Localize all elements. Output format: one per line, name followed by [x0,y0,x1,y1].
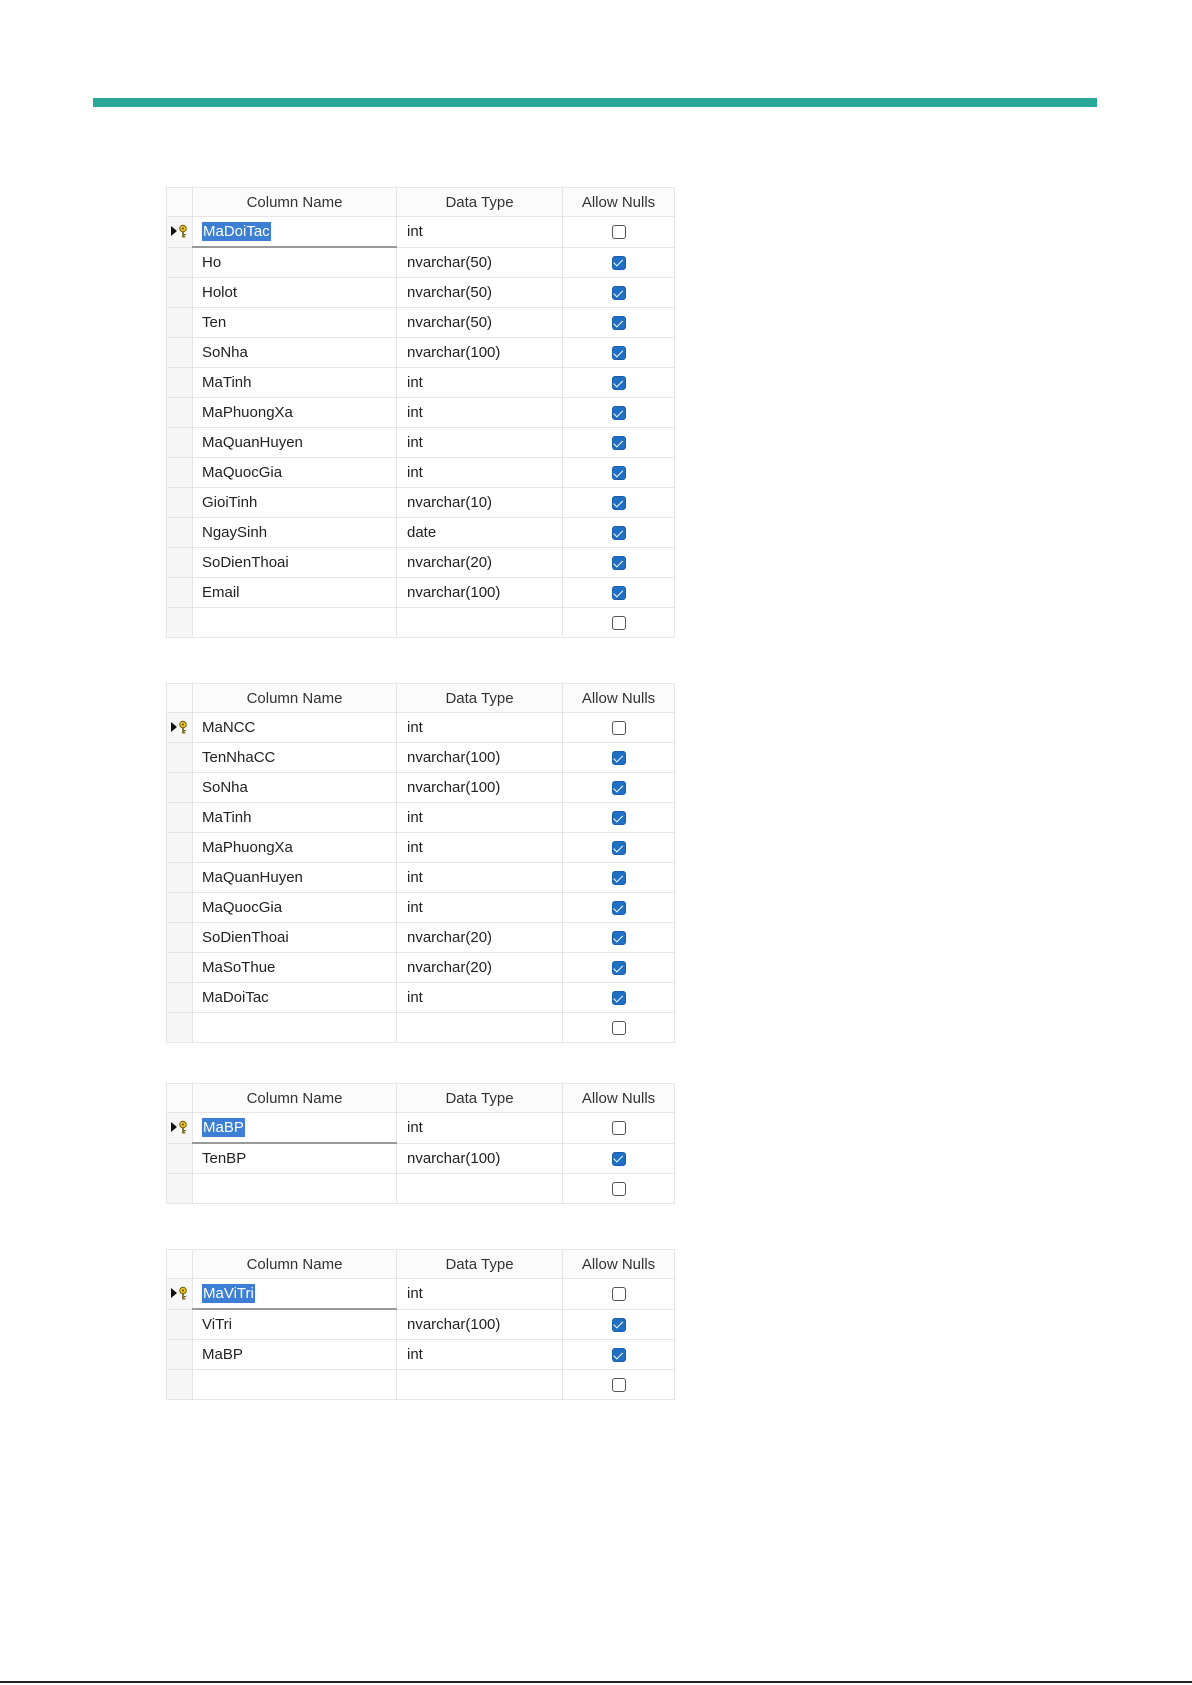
current-row-arrow-icon [171,226,177,236]
column-row[interactable] [167,1279,675,1310]
column-name-header[interactable]: Column Name [193,1250,397,1279]
column-name-header[interactable]: Column Name [193,684,397,713]
column-row[interactable] [167,428,675,458]
data-type-cell[interactable]: int [397,983,563,1013]
column-name-cell[interactable] [193,983,397,1013]
allow-nulls-cell[interactable] [563,1174,675,1204]
column-name-text: MaTinh [202,809,252,826]
data-type-cell[interactable]: nvarchar(20) [397,923,563,953]
data-type-cell[interactable]: nvarchar(100) [397,338,563,368]
column-name-cell[interactable] [193,803,397,833]
column-row[interactable] [167,953,675,983]
allow-nulls-cell[interactable] [563,518,675,548]
allow-nulls-checkbox[interactable] [612,286,626,300]
allow-nulls-checkbox[interactable] [612,436,626,450]
data-type-cell[interactable]: int [397,398,563,428]
allow-nulls-checkbox[interactable] [612,841,626,855]
data-type-cell[interactable]: int [397,893,563,923]
allow-nulls-cell[interactable] [563,743,675,773]
allow-nulls-cell[interactable] [563,773,675,803]
column-row[interactable] [167,833,675,863]
column-name-text: MaSoThue [202,959,276,976]
data-type-cell[interactable]: nvarchar(100) [397,773,563,803]
primary-key-marker [171,720,188,734]
column-name-cell[interactable] [193,548,397,578]
row-selector[interactable] [167,518,193,548]
allow-nulls-checkbox[interactable] [612,961,626,975]
allow-nulls-checkbox[interactable] [612,466,626,480]
data-type-header[interactable]: Data Type [397,188,563,217]
data-type-cell[interactable] [397,1013,563,1043]
allow-nulls-cell[interactable] [563,713,675,743]
column-row[interactable] [167,458,675,488]
column-row[interactable] [167,743,675,773]
grid-header-row [167,684,675,713]
column-row[interactable] [167,608,675,638]
column-name-cell[interactable] [193,1370,397,1400]
column-row[interactable] [167,893,675,923]
allow-nulls-checkbox[interactable] [612,346,626,360]
row-selector-header [167,1084,193,1113]
column-name-cell[interactable] [193,247,397,278]
primary-key-marker [171,1286,188,1300]
column-row[interactable] [167,247,675,278]
primary-key-marker [171,1120,188,1134]
allow-nulls-checkbox[interactable] [612,751,626,765]
row-selector[interactable] [167,1340,193,1370]
column-row[interactable] [167,713,675,743]
column-row[interactable] [167,308,675,338]
allow-nulls-cell[interactable] [563,488,675,518]
column-row[interactable] [167,983,675,1013]
allow-nulls-checkbox[interactable] [612,721,626,735]
primary-key-icon [178,1286,188,1300]
row-selector-header [167,684,193,713]
data-type-cell[interactable]: nvarchar(100) [397,578,563,608]
allow-nulls-cell[interactable] [563,338,675,368]
data-type-cell[interactable]: int [397,428,563,458]
allow-nulls-checkbox[interactable] [612,1021,626,1035]
row-selector[interactable] [167,1013,193,1043]
column-name-text: MaBP [202,1346,243,1363]
grid-header-row [167,1084,675,1113]
row-selector-header [167,1250,193,1279]
column-name-cell[interactable] [193,773,397,803]
column-name-header[interactable]: Column Name [193,1084,397,1113]
row-selector[interactable] [167,1309,193,1340]
data-type-cell[interactable]: nvarchar(50) [397,308,563,338]
column-name-text: NgaySinh [202,524,268,541]
allow-nulls-cell[interactable] [563,1309,675,1340]
column-row[interactable] [167,1174,675,1204]
allow-nulls-cell[interactable] [563,983,675,1013]
allow-nulls-cell[interactable] [563,368,675,398]
allow-nulls-cell[interactable] [563,1143,675,1174]
row-selector[interactable] [167,247,193,278]
allow-nulls-checkbox[interactable] [612,811,626,825]
allow-nulls-cell[interactable] [563,398,675,428]
primary-key-marker [171,224,188,238]
column-row[interactable] [167,773,675,803]
column-row[interactable] [167,548,675,578]
allow-nulls-cell[interactable] [563,1279,675,1310]
allow-nulls-checkbox[interactable] [612,931,626,945]
row-selector[interactable] [167,278,193,308]
column-name-text: GioiTinh [202,494,258,511]
allow-nulls-cell[interactable] [563,247,675,278]
row-selector[interactable] [167,1370,193,1400]
column-name-text: Holot [202,284,238,301]
column-row[interactable] [167,338,675,368]
column-name-cell[interactable] [193,833,397,863]
column-row[interactable] [167,368,675,398]
allow-nulls-cell[interactable] [563,923,675,953]
column-name-text: MaPhuongXa [202,404,293,421]
current-row-arrow-icon [171,722,177,732]
column-name-cell[interactable] [193,308,397,338]
row-selector[interactable] [167,338,193,368]
allow-nulls-checkbox[interactable] [612,1121,626,1135]
allow-nulls-checkbox[interactable] [612,496,626,510]
allow-nulls-checkbox[interactable] [612,871,626,885]
data-type-cell[interactable]: int [397,713,563,743]
allow-nulls-cell[interactable] [563,863,675,893]
column-name-text: MaQuocGia [202,464,283,481]
column-name-text: MaDoiTac [203,223,270,240]
data-type-cell[interactable]: nvarchar(50) [397,278,563,308]
allow-nulls-checkbox[interactable] [612,256,626,270]
column-name-cell[interactable] [193,398,397,428]
data-type-cell[interactable]: nvarchar(50) [397,247,563,278]
allow-nulls-checkbox[interactable] [612,901,626,915]
column-row[interactable] [167,1143,675,1174]
primary-key-icon [178,720,188,734]
data-type-cell[interactable]: int [397,1279,563,1310]
allow-nulls-checkbox[interactable] [612,526,626,540]
column-name-cell[interactable] [193,1143,397,1174]
row-selector[interactable] [167,833,193,863]
column-name-cell[interactable] [193,278,397,308]
column-row[interactable] [167,1370,675,1400]
column-name-cell[interactable] [193,608,397,638]
column-name-cell[interactable] [193,923,397,953]
data-type-cell[interactable]: nvarchar(100) [397,1143,563,1174]
column-row[interactable] [167,578,675,608]
allow-nulls-cell[interactable] [563,308,675,338]
row-selector[interactable] [167,1174,193,1204]
column-name-text: SoNha [202,779,248,796]
allow-nulls-checkbox[interactable] [612,376,626,390]
column-row[interactable] [167,518,675,548]
column-name-header[interactable]: Column Name [193,188,397,217]
data-type-cell[interactable]: int [397,1340,563,1370]
row-selector[interactable] [167,923,193,953]
data-type-cell[interactable]: int [397,458,563,488]
column-row[interactable] [167,923,675,953]
column-name-cell[interactable] [193,1013,397,1043]
column-name-cell[interactable] [193,953,397,983]
column-name-text: SoDienThoai [202,929,289,946]
column-name-text: MaTinh [202,374,252,391]
column-row[interactable] [167,1340,675,1370]
table-design-grid-bophan [166,1083,675,1204]
data-type-cell[interactable]: nvarchar(20) [397,953,563,983]
column-row[interactable] [167,803,675,833]
allow-nulls-header[interactable]: Allow Nulls [563,188,675,217]
allow-nulls-cell[interactable] [563,803,675,833]
row-selector[interactable] [167,1143,193,1174]
table-design-grid-vitri [166,1249,675,1400]
allow-nulls-checkbox[interactable] [612,225,626,239]
column-name-text: TenBP [202,1150,247,1167]
data-type-cell[interactable]: int [397,368,563,398]
column-row[interactable] [167,278,675,308]
allow-nulls-cell[interactable] [563,428,675,458]
column-name-cell[interactable] [193,1279,397,1310]
allow-nulls-checkbox[interactable] [612,991,626,1005]
header-accent-bar [93,98,1097,107]
row-selector[interactable] [167,608,193,638]
data-type-cell[interactable]: int [397,863,563,893]
data-type-cell[interactable]: int [397,217,563,248]
column-name-text: Email [202,584,240,601]
allow-nulls-checkbox[interactable] [612,1152,626,1166]
allow-nulls-checkbox[interactable] [612,1378,626,1392]
column-row[interactable] [167,1113,675,1144]
data-type-header[interactable]: Data Type [397,684,563,713]
row-selector[interactable] [167,863,193,893]
column-name-text: MaNCC [202,719,256,736]
column-name-cell[interactable] [193,428,397,458]
grid-header-row [167,1250,675,1279]
allow-nulls-checkbox[interactable] [612,616,626,630]
allow-nulls-cell[interactable] [563,1340,675,1370]
data-type-cell[interactable]: nvarchar(100) [397,743,563,773]
allow-nulls-cell[interactable] [563,1370,675,1400]
column-name-text: MaPhuongXa [202,839,293,856]
allow-nulls-checkbox[interactable] [612,586,626,600]
row-selector[interactable] [167,803,193,833]
row-selector[interactable] [167,368,193,398]
column-name-cell[interactable] [193,1174,397,1204]
column-row[interactable] [167,1309,675,1340]
allow-nulls-cell[interactable] [563,548,675,578]
allow-nulls-header[interactable]: Allow Nulls [563,1084,675,1113]
allow-nulls-checkbox[interactable] [612,1287,626,1301]
column-name-text: MaQuanHuyen [202,434,303,451]
row-selector[interactable] [167,578,193,608]
allow-nulls-cell[interactable] [563,833,675,863]
current-row-arrow-icon [171,1122,177,1132]
data-type-header[interactable]: Data Type [397,1084,563,1113]
row-selector[interactable] [167,893,193,923]
column-name-text: Ho [202,254,222,271]
data-type-cell[interactable]: int [397,833,563,863]
allow-nulls-checkbox[interactable] [612,1318,626,1332]
allow-nulls-header[interactable]: Allow Nulls [563,684,675,713]
column-name-cell[interactable] [193,217,397,248]
row-selector[interactable] [167,983,193,1013]
column-name-text: SoDienThoai [202,554,289,571]
row-selector[interactable] [167,1279,193,1310]
table-design-grid-doitac [166,187,675,638]
data-type-cell[interactable]: int [397,803,563,833]
allow-nulls-cell[interactable] [563,608,675,638]
primary-key-icon [178,1120,188,1134]
row-selector[interactable] [167,773,193,803]
row-selector[interactable] [167,428,193,458]
data-type-cell[interactable]: int [397,1113,563,1144]
primary-key-icon [178,224,188,238]
column-row[interactable] [167,398,675,428]
column-name-cell[interactable] [193,1113,397,1144]
column-name-cell[interactable] [193,863,397,893]
column-name-cell[interactable] [193,1340,397,1370]
allow-nulls-checkbox[interactable] [612,556,626,570]
data-type-cell[interactable]: nvarchar(10) [397,488,563,518]
column-name-cell[interactable] [193,458,397,488]
row-selector[interactable] [167,488,193,518]
column-name-text: SoNha [202,344,248,361]
row-selector[interactable] [167,458,193,488]
allow-nulls-cell[interactable] [563,1113,675,1144]
column-name-cell[interactable] [193,488,397,518]
column-name-text: MaViTri [203,1285,254,1302]
row-selector[interactable] [167,398,193,428]
column-name-text: ViTri [202,1316,232,1333]
allow-nulls-cell[interactable] [563,1013,675,1043]
allow-nulls-checkbox[interactable] [612,781,626,795]
column-name-text: MaQuanHuyen [202,869,303,886]
data-type-cell[interactable]: nvarchar(100) [397,1309,563,1340]
column-name-cell[interactable] [193,1309,397,1340]
page-bottom-rule [0,1681,1192,1683]
column-row[interactable] [167,863,675,893]
row-selector[interactable] [167,713,193,743]
column-name-text: MaBP [203,1119,244,1136]
row-selector[interactable] [167,217,193,248]
allow-nulls-cell[interactable] [563,458,675,488]
data-type-cell[interactable]: date [397,518,563,548]
column-name-cell[interactable] [193,743,397,773]
allow-nulls-cell[interactable] [563,278,675,308]
allow-nulls-cell[interactable] [563,578,675,608]
allow-nulls-checkbox[interactable] [612,406,626,420]
current-row-arrow-icon [171,1288,177,1298]
data-type-cell[interactable]: nvarchar(20) [397,548,563,578]
allow-nulls-checkbox[interactable] [612,1182,626,1196]
column-row[interactable] [167,217,675,248]
allow-nulls-cell[interactable] [563,893,675,923]
column-name-text: MaQuocGia [202,899,283,916]
allow-nulls-cell[interactable] [563,217,675,248]
column-name-cell[interactable] [193,713,397,743]
data-type-cell[interactable] [397,608,563,638]
table-design-grid-nhacungcap [166,683,675,1043]
row-selector[interactable] [167,743,193,773]
column-name-cell[interactable] [193,578,397,608]
column-name-text: Ten [202,314,227,331]
column-name-cell[interactable] [193,893,397,923]
column-name-text: MaDoiTac [202,989,269,1006]
row-selector-header [167,188,193,217]
row-selector[interactable] [167,1113,193,1144]
grid-header-row [167,188,675,217]
allow-nulls-cell[interactable] [563,953,675,983]
allow-nulls-header[interactable]: Allow Nulls [563,1250,675,1279]
column-row[interactable] [167,1013,675,1043]
column-name-cell[interactable] [193,368,397,398]
allow-nulls-checkbox[interactable] [612,1348,626,1362]
column-row[interactable] [167,488,675,518]
row-selector[interactable] [167,953,193,983]
row-selector[interactable] [167,308,193,338]
column-name-cell[interactable] [193,338,397,368]
row-selector[interactable] [167,548,193,578]
data-type-cell[interactable] [397,1370,563,1400]
column-name-text: TenNhaCC [202,749,276,766]
data-type-cell[interactable] [397,1174,563,1204]
column-name-cell[interactable] [193,518,397,548]
data-type-header[interactable]: Data Type [397,1250,563,1279]
allow-nulls-checkbox[interactable] [612,316,626,330]
